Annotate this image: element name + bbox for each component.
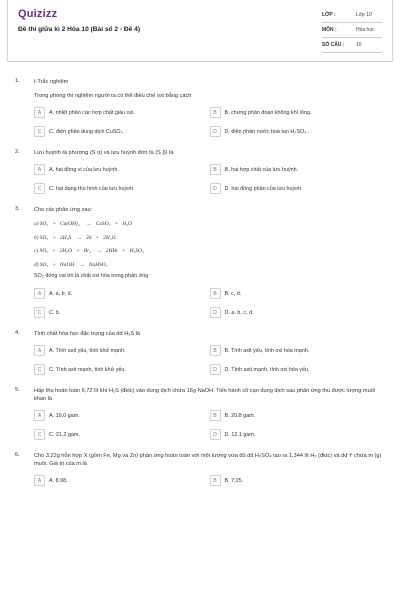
option-letter-box[interactable]: D (210, 183, 221, 194)
question-number: 3. (15, 206, 20, 212)
option-text: C. điện phân dung dịch CuSO₄ . (49, 128, 126, 135)
question-header (15, 330, 385, 338)
option-text: D. Tính axit mạnh, tính oxi hóa yếu. (224, 366, 310, 373)
question-header (15, 149, 385, 157)
question-text: Cho 3,22g hỗn hợp X (gồm Fe, Mg và Zn) phản ứng hoàn toàn với một lượng vừa đủ dd H₂SO₄ tạo ra 1,344 lít H₂ (đktc) và dd Y chứa m (g) muối. Giá trị của m là (34, 453, 382, 467)
quiz-header (7, 0, 393, 62)
answer-option-d[interactable] (210, 307, 386, 318)
question-header (15, 387, 385, 403)
answer-option-d[interactable] (210, 126, 386, 137)
answer-options (15, 164, 385, 194)
question-text: Hấp thụ hoàn toàn 6,72 lít khí H₂S (đktc) vào dung dịch chứa 16g NaOH. Tiến hành cô cạn dung dịch sau phản ứng thu được lượng muối khan là (34, 388, 376, 402)
option-letter-box[interactable]: D (210, 364, 221, 375)
answer-options (15, 345, 385, 375)
option-letter-box[interactable]: B (210, 164, 221, 175)
meta-row (322, 8, 382, 23)
quizizz-logo: Quizizz (18, 8, 58, 20)
answer-option-d[interactable] (210, 364, 386, 375)
option-text: A. Tính axit yếu, tính khử mạnh. (49, 347, 126, 354)
question-text: Lưu huỳnh tà phương (S α) và lưu huỳnh đơn tà (S β) là (34, 150, 174, 156)
answer-option-b[interactable] (210, 288, 386, 299)
option-text: C. Tính axit mạnh, tính khử yếu. (49, 366, 126, 373)
answer-options (15, 475, 385, 486)
option-letter-box[interactable]: A (34, 345, 45, 356)
option-text: A. nhiệt phân các hợp chất giàu oxi. (49, 109, 135, 116)
option-text: C. b. (49, 309, 61, 316)
answer-option-a[interactable] (34, 410, 210, 421)
option-text: C. hai dạng thù hình của lưu huỳnh. (49, 185, 135, 192)
quiz-title: Đề thi giữa kì 2 Hóa 10 (Bài số 2 - Đề 4) (18, 26, 141, 33)
option-letter-box[interactable]: A (34, 410, 45, 421)
option-text: B. 20,8 gam. (224, 412, 256, 419)
meta-value: Hóa học (356, 27, 375, 33)
question-item (15, 452, 385, 486)
answer-option-b[interactable] (210, 475, 386, 486)
option-text: A. a, b, d. (49, 290, 73, 297)
meta-label: MÔN : (322, 27, 337, 33)
option-letter-box[interactable]: C (34, 126, 45, 137)
option-text: A. hai đồng vị của lưu huỳnh. (49, 166, 119, 173)
question-text: I-Trắc nghiệm (34, 79, 69, 85)
equation: a) SO₂ + Ca(OH)₂ → CaSO₃ + H₂O (34, 221, 132, 227)
option-text: D. hai đồng phân của lưu huỳnh. (224, 185, 303, 192)
question-note: SO₂ đóng vai trò là chất oxi hóa trong phản ứng (34, 273, 149, 279)
question-item (15, 206, 385, 318)
question-header (15, 78, 385, 86)
option-letter-box[interactable]: C (34, 183, 45, 194)
question-number: 2. (15, 149, 20, 155)
answer-option-c[interactable] (34, 307, 210, 318)
option-text: B. 7,25. (224, 477, 244, 484)
option-text: A. 19,0 gam. (49, 412, 80, 419)
answer-option-c[interactable] (34, 364, 210, 375)
equation: c) SO₂ + 2H₂O + Br₂ → 2HBr + H₂SO₄ (34, 248, 144, 254)
option-text: D. a, b, c, d. (224, 309, 254, 316)
option-letter-box[interactable]: D (210, 429, 221, 440)
option-letter-box[interactable]: D (210, 126, 221, 137)
meta-label: SỐ CÂU : (322, 42, 345, 48)
answer-option-b[interactable] (210, 345, 386, 356)
meta-label: LỚP : (322, 12, 336, 18)
equation-list (15, 218, 385, 272)
question-text: Tính chất hóa học đặc trưng của dd H₂S là (34, 331, 141, 337)
meta-value: 10 (356, 42, 362, 48)
question-item (15, 387, 385, 440)
question-number: 4. (15, 330, 20, 336)
option-letter-box[interactable]: B (210, 345, 221, 356)
option-text: B. hai hợp chất của lưu huỳnh. (224, 166, 299, 173)
answer-option-b[interactable] (210, 410, 386, 421)
question-text: Cho các phản ứng sau: (34, 207, 93, 213)
option-letter-box[interactable]: C (34, 307, 45, 318)
option-letter-box[interactable]: A (34, 164, 45, 175)
option-letter-box[interactable]: B (210, 288, 221, 299)
question-header (15, 206, 385, 214)
option-letter-box[interactable]: A (34, 475, 45, 486)
option-text: B. c, d. (224, 290, 242, 297)
answer-option-c[interactable] (34, 183, 210, 194)
answer-option-d[interactable] (210, 429, 386, 440)
answer-option-d[interactable] (210, 183, 386, 194)
question-subtext: Trong phòng thí nghiệm người ta có thể điều chế oxi bằng cách (34, 93, 192, 99)
question-item (15, 330, 385, 375)
answer-option-a[interactable] (34, 107, 210, 118)
question-item (15, 149, 385, 194)
question-list (7, 62, 393, 486)
option-letter-box[interactable]: B (210, 107, 221, 118)
option-text: B. Tính axit yếu, tính oxi hóa mạnh. (224, 347, 310, 354)
answer-option-a[interactable] (34, 345, 210, 356)
equation: b) SO₂ + 2H₂S → 3S + 2H₂O (34, 234, 116, 241)
question-number: 1. (15, 78, 20, 84)
option-text: C. 21,2 gam. (49, 431, 80, 438)
answer-option-a[interactable] (34, 475, 210, 486)
option-letter-box[interactable]: C (34, 364, 45, 375)
option-letter-box[interactable]: A (34, 107, 45, 118)
question-item (15, 78, 385, 137)
option-text: A. 8,98. (49, 477, 68, 484)
answer-option-b[interactable] (210, 164, 386, 175)
answer-options (15, 107, 385, 137)
answer-option-a[interactable] (34, 164, 210, 175)
option-text: B. chưng phân đoạn không khí lỏng. (224, 109, 312, 116)
meta-value: Lớp 10 (356, 12, 372, 18)
equation: d) SO₂ + NaOH → NaHSO₃ (34, 261, 108, 268)
answer-option-a[interactable] (34, 288, 210, 299)
question-header (15, 452, 385, 468)
answer-option-c[interactable] (34, 429, 210, 440)
answer-options (15, 410, 385, 440)
question-number: 5. (15, 387, 20, 393)
meta-row (322, 23, 382, 38)
answer-option-b[interactable] (210, 107, 386, 118)
answer-options (15, 288, 385, 318)
option-letter-box[interactable]: C (34, 429, 45, 440)
option-letter-box[interactable]: B (210, 475, 221, 486)
option-text: D. 12,1 gam. (224, 431, 256, 438)
meta-row (322, 38, 382, 53)
question-number: 6. (15, 452, 20, 458)
option-letter-box[interactable]: A (34, 288, 45, 299)
option-letter-box[interactable]: D (210, 307, 221, 318)
option-text: D. điện phân nước hoà tan H₂SO₄ . (224, 128, 310, 135)
option-letter-box[interactable]: B (210, 410, 221, 421)
quiz-meta-table (322, 8, 382, 53)
answer-option-c[interactable] (34, 126, 210, 137)
